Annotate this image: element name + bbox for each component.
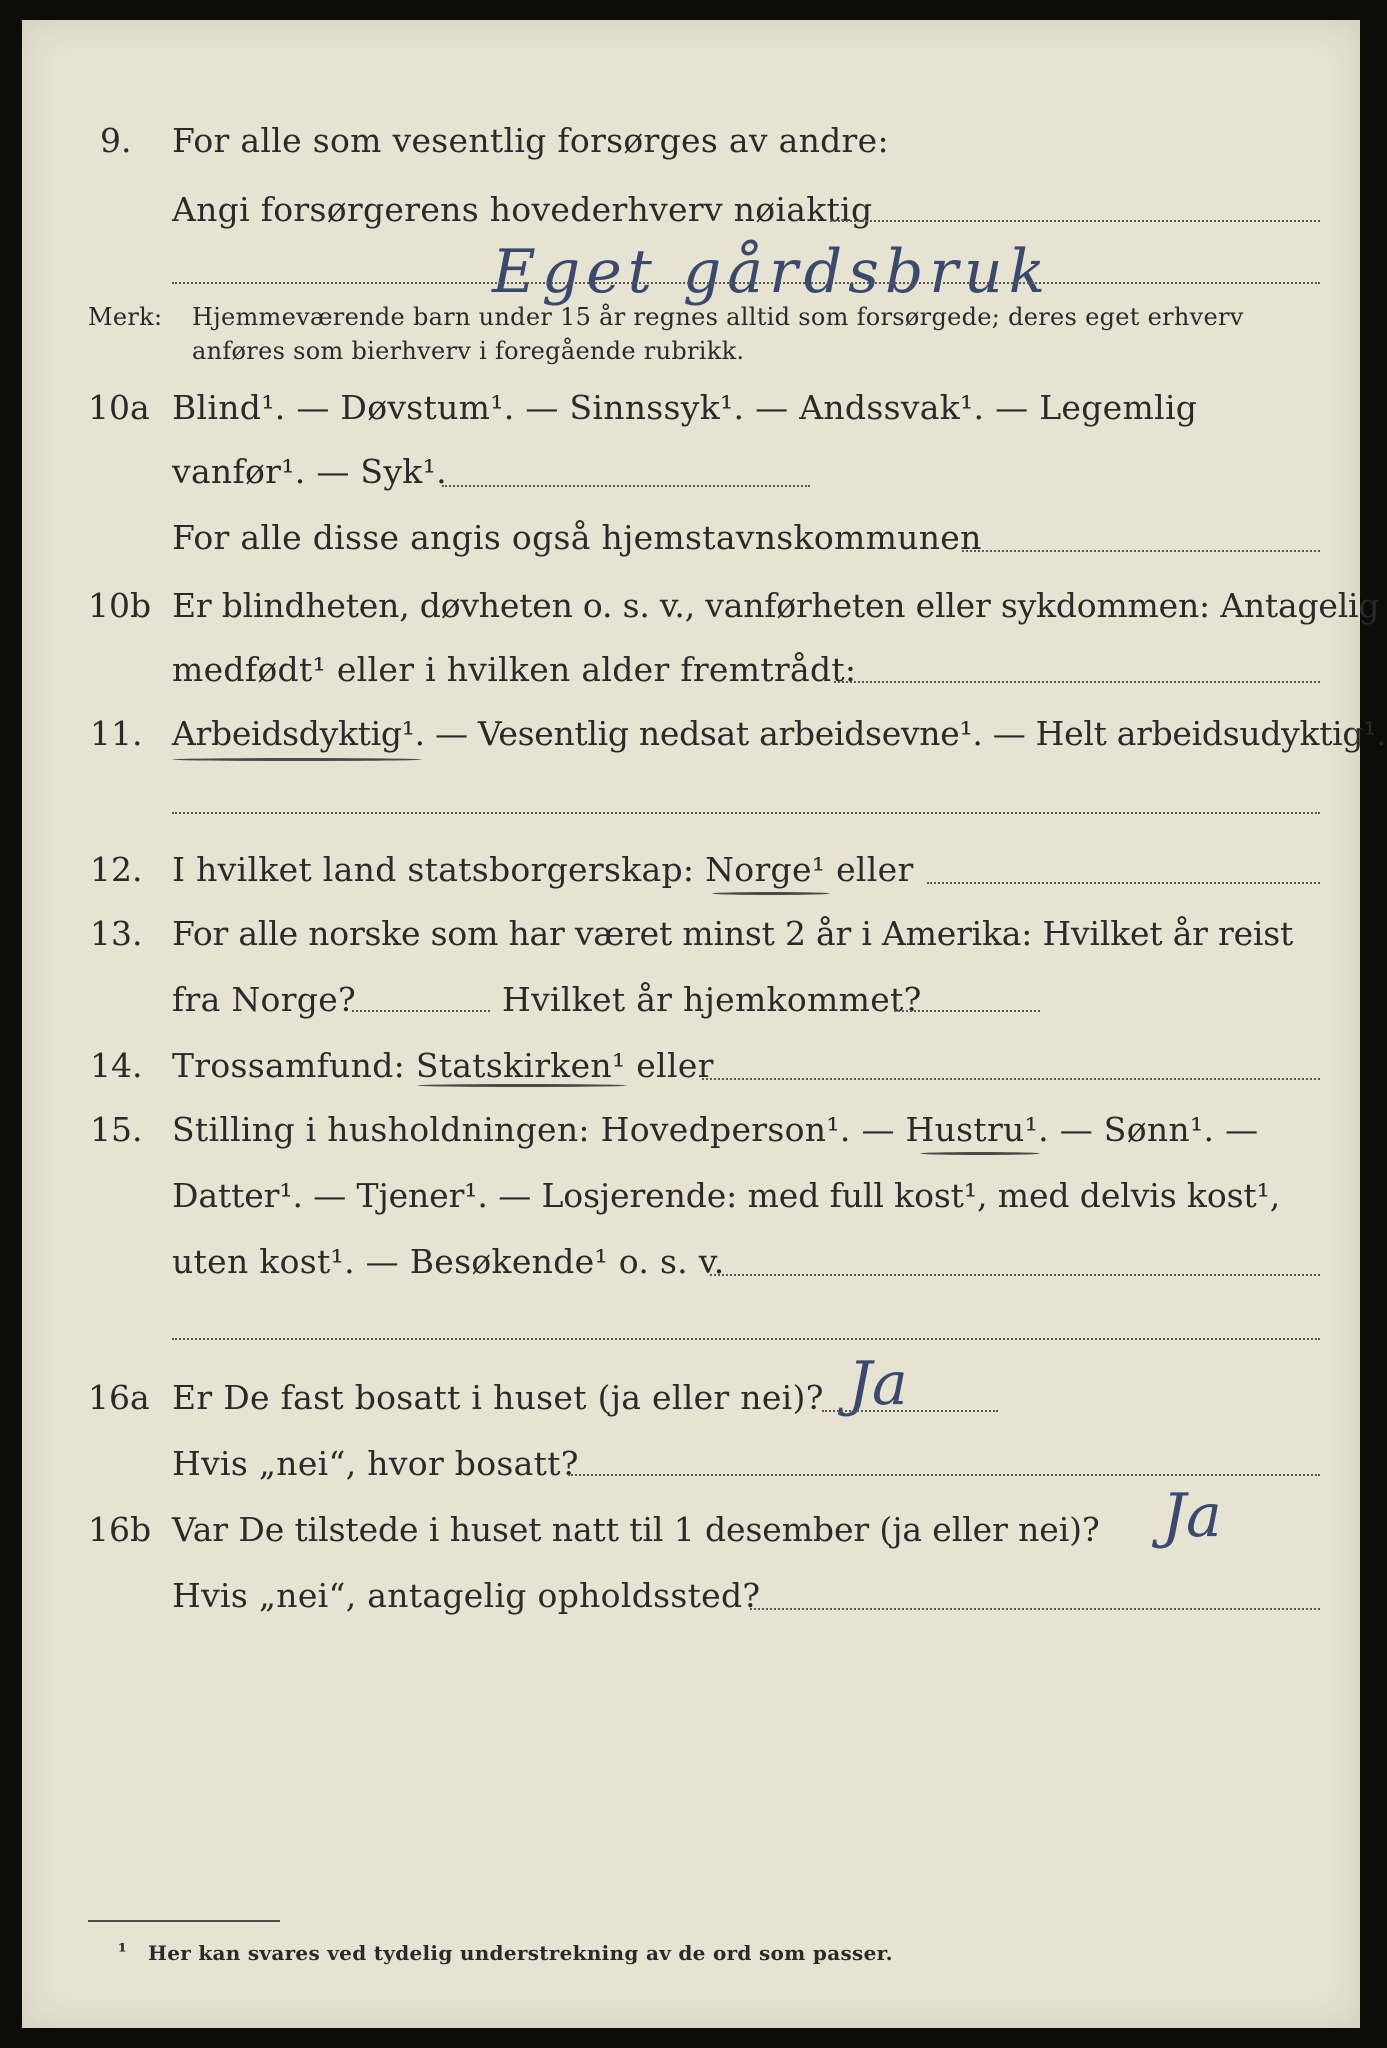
q15-dotted-line-1 bbox=[710, 1274, 1320, 1276]
q12-number: 12. bbox=[90, 850, 143, 889]
q10b-line1: Er blindheten, døvheten o. s. v., vanførheten eller sykdommen: Antagelig bbox=[172, 586, 1380, 625]
q15-line2: Datter¹. — Tjener¹. — Losjerende: med full kost¹, med delvis kost¹, bbox=[172, 1176, 1281, 1215]
q10a-line3: For alle disse angis også hjemstavnskommunen bbox=[172, 518, 982, 557]
q9-line1: For alle som vesentlig forsørges av andre: bbox=[172, 121, 889, 160]
q10a-dotted-line-1 bbox=[442, 485, 810, 487]
q9-line2: Angi forsørgerens hovederhverv nøiaktig bbox=[172, 190, 873, 229]
q14-number: 14. bbox=[90, 1046, 143, 1085]
q11-dotted-line bbox=[172, 812, 1320, 814]
q15-dotted-line-2 bbox=[172, 1338, 1320, 1340]
q15-line1: Stilling i husholdningen: Hovedperson¹. — Hustru¹. — Sønn¹. — bbox=[172, 1110, 1259, 1149]
q16a-dotted-line-2 bbox=[568, 1474, 1320, 1476]
q11-number: 11. bbox=[90, 714, 143, 753]
q10a-number: 10a bbox=[88, 388, 150, 427]
q10a-line1: Blind¹. — Døvstum¹. — Sinnssyk¹. — Andssvak¹. — Legemlig bbox=[172, 388, 1198, 427]
q16b-line1: Var De tilstede i huset natt til 1 desember (ja eller nei)? bbox=[172, 1510, 1100, 1549]
q10b-dotted-line bbox=[834, 681, 1320, 683]
q9-dotted-line bbox=[830, 220, 1320, 222]
q15-underline-mark bbox=[920, 1152, 1040, 1155]
q12-line1: I hvilket land statsborgerskap: Norge¹ eller bbox=[172, 850, 914, 889]
footnote-mark: ¹ bbox=[118, 1939, 128, 1963]
q10a-dotted-line-2 bbox=[962, 550, 1320, 552]
q14-underline-mark bbox=[417, 1084, 627, 1087]
q10a-line2: vanfør¹. — Syk¹. bbox=[172, 452, 447, 491]
q13-number: 13. bbox=[90, 914, 143, 953]
q11-line1: Arbeidsdyktig¹. — Vesentlig nedsat arbeidsevne¹. — Helt arbeidsudyktig¹. bbox=[172, 714, 1387, 753]
q13-line2b: Hvilket år hjemkommet? bbox=[502, 980, 922, 1019]
q10b-number: 10b bbox=[88, 586, 152, 625]
q12-dotted-line bbox=[927, 882, 1320, 884]
q16b-line2: Hvis „nei“, antagelig opholdssted? bbox=[172, 1576, 761, 1615]
q13-dotted-line-2 bbox=[894, 1010, 1040, 1012]
q16a-dotted-line-1 bbox=[822, 1410, 998, 1412]
q13-line2a: fra Norge? bbox=[172, 980, 357, 1019]
q16b-dotted-line bbox=[750, 1608, 1320, 1610]
q15-line3: uten kost¹. — Besøkende¹ o. s. v. bbox=[172, 1242, 725, 1281]
q15-number: 15. bbox=[90, 1110, 143, 1149]
q14-dotted-line bbox=[702, 1078, 1320, 1080]
footnote-text: Her kan svares ved tydelig understrekning av de ord som passer. bbox=[148, 1941, 893, 1965]
q13-line1: For alle norske som har været minst 2 år i Amerika: Hvilket år reist bbox=[172, 914, 1294, 953]
merk-label: Merk: bbox=[88, 303, 163, 331]
q16a-line1: Er De fast bosatt i huset (ja eller nei)? bbox=[172, 1378, 824, 1417]
q9-handwritten-answer: Eget gårdsbruk bbox=[492, 237, 1052, 307]
q14-line1: Trossamfund: Statskirken¹ eller bbox=[172, 1046, 714, 1085]
merk-line1: Hjemmeværende barn under 15 år regnes alltid som forsørgede; deres eget erhverv bbox=[192, 303, 1244, 331]
q10b-line2: medfødt¹ eller i hvilken alder fremtrådt: bbox=[172, 650, 857, 689]
q16a-number: 16a bbox=[88, 1378, 150, 1417]
q9-answer-line bbox=[172, 282, 1320, 284]
q12-underline-mark bbox=[712, 892, 830, 895]
q9-number: 9. bbox=[100, 121, 132, 160]
merk-line2: anføres som bierhverv i foregående rubrikk. bbox=[192, 337, 745, 365]
q16b-handwritten-answer: Ja bbox=[1162, 1481, 1222, 1551]
footnote-rule bbox=[88, 1920, 280, 1922]
q16b-number: 16b bbox=[88, 1510, 152, 1549]
q11-underline-mark bbox=[172, 758, 422, 761]
q16a-line2: Hvis „nei“, hvor bosatt? bbox=[172, 1444, 579, 1483]
q13-dotted-line-1 bbox=[352, 1010, 490, 1012]
census-form-page bbox=[22, 20, 1387, 2028]
q16a-handwritten-answer: Ja bbox=[848, 1349, 908, 1419]
